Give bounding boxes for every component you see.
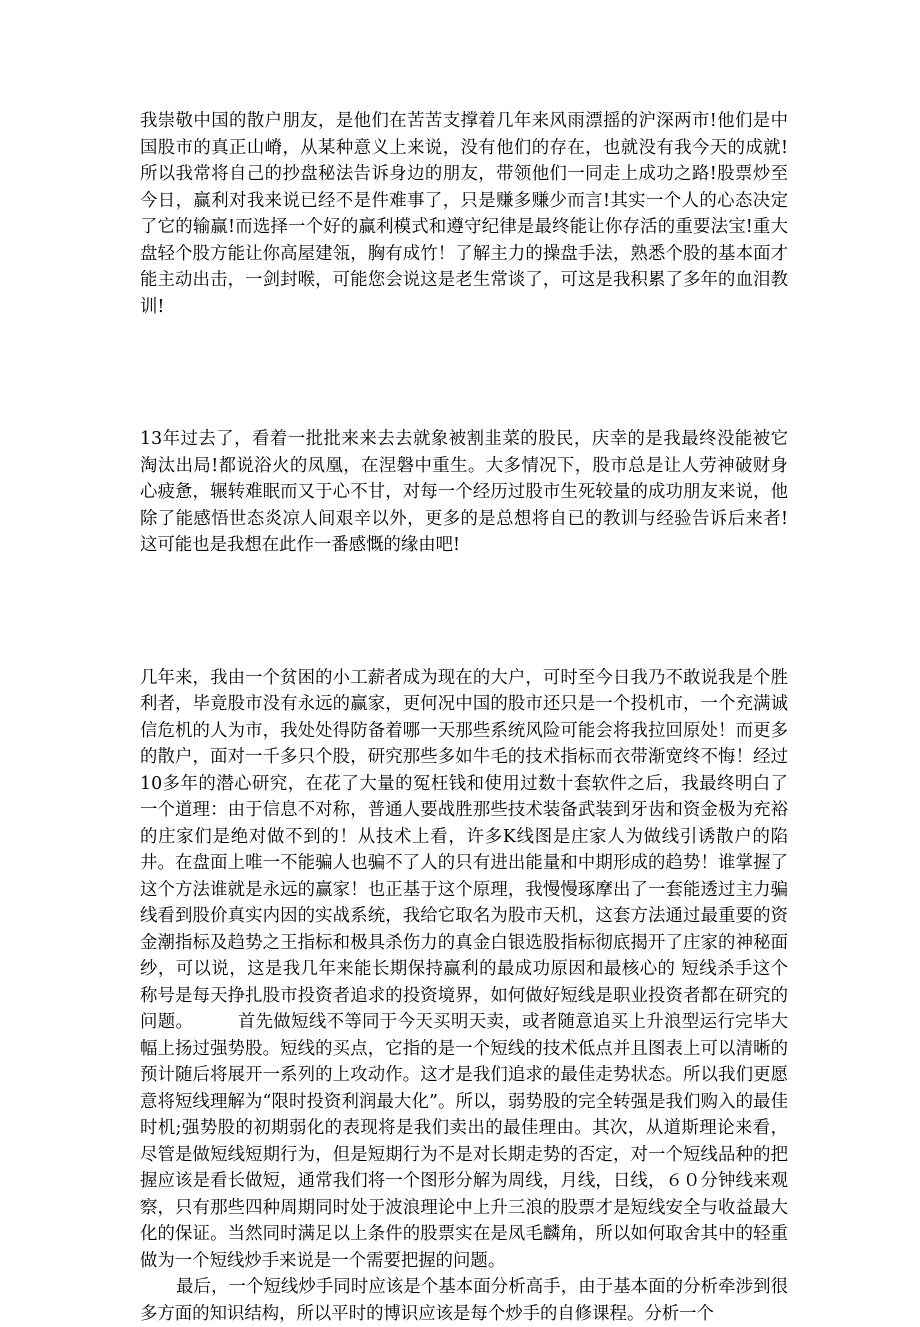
paragraph-experience: 几年来，我由一个贫困的小工薪者成为现在的大户，可时至今日我乃不敢说我是个胜利者，毕竟股市没有永远的赢家，更何况中国的股市还只是一个投机市，一个充满诚信危机的人为市，我处处得防备着哪一天那些系统风险可能会将我拉回原处！而更多的散户，面对一千多只个股，研究那些多如牛毛的技术指标而衣带渐宽终不悔！经过10多年的潜心研究，在花了大量的冤枉钱和使用过数十套软件之后，我最终明白了一个道理：由于信息不对称，普通人要战胜那些技术装备武装到牙齿和资金极为充裕的庄家们是绝对做不到的！从技术上看，许多K线图是庄家人为做线引诱散户的陷井。在盘面上唯一不能骗人也骗不了人的只有进出能量和中期形成的趋势！谁掌握了这个方法谁就是永远的赢家！也正基于这个原理，我慢慢琢摩出了一套能透过主力骗线看到股价真实内因的实战系统，我给它取名为股市天机，这套方法通过最重要的资金潮指标及趋势之王指标和极具杀伤力的真金白银选股指标彻底揭开了庄家的神秘面纱，可以说，这是我几年来能长期保持赢利的最成功原因和最核心的 短线杀手这个称号是每天挣扎股市投资者追求的投资境界，如何做好短线是职业投资者都在研究的问题。 首先做短线不等同于今天买明天卖，或者随意追买上升浪型运行完毕大幅上扬过强势股。短线的买点，它指的是一个短线的技术低点并且图表上可以清晰的预计随后将展开一系列的上攻动作。这才是我们追求的最佳走势状态。所以我们更愿意将短线理解为“限时投资利润最大化”。所以，弱势股的完全转强是我们购入的最佳时机;强势股的初期弱化的表现将是我们卖出的最佳理由。其次，从道斯理论来看，尽管是做短线短期行为，但是短期行为不是对长期走势的否定，对一个短线品种的把握应该是看长做短，通常我们将一个图形分解为周线，月线，日线，６０分钟线来观察，只有那些四种周期同时处于波浪理论中上升三浪的股票才是短线安全与收益最大化的保证。当然同时满足以上条件的股票实在是凤毛麟角，所以如何取舍其中的轻重做为一个短线炒手来说是一个需要把握的问题。 (140, 667, 788, 1271)
paragraph-intro: 我崇敬中国的散户朋友，是他们在苦苦支撑着几年来风雨漂摇的沪深两市!他们是中国股市的真正山嵴，从某种意义上来说，没有他们的存在，也就没有我今天的成就!所以我常将自己的抄盘秘法告诉身边的朋友，带领他们一同走上成功之路!股票炒至今日，赢利对我来说已经不是件难事了，只是赚多赚少而言!其实一个人的心态决定了它的输赢!而选择一个好的赢利模式和遵守纪律是最终能让你存活的重要法宝!重大盘轻个股方能让你高屋建瓴，胸有成竹！了解主力的操盘手法，熟悉个股的基本面才能主动出击，一剑封喉，可能您会说这是老生常谈了，可这是我积累了多年的血泪教训! (140, 111, 788, 317)
paragraph-finally: 最后，一个短线炒手同时应该是个基本面分析高手，由于基本面的分析牵涉到很多方面的知识结构，所以平时的博识应该是每个炒手的自修课程。分析一个 (140, 1277, 788, 1324)
document-body (140, 108, 788, 1327)
paragraph-thirteen-years: 13年过去了，看着一批批来来去去就象被割韭菜的股民，庆幸的是我最终没能被它淘汰出局!都说浴火的凤凰，在涅磐中重生。大多情况下，股市总是让人劳神破财身心疲惫，辗转难眠而又于心不甘，对每一个经历过股市生死较量的成功朋友来说，他除了能感悟世态炎凉人间艰辛以外，更多的是总想将自已的教训与经验告诉后来者!这可能也是我想在此作一番感慨的缘由吧! (140, 429, 788, 555)
